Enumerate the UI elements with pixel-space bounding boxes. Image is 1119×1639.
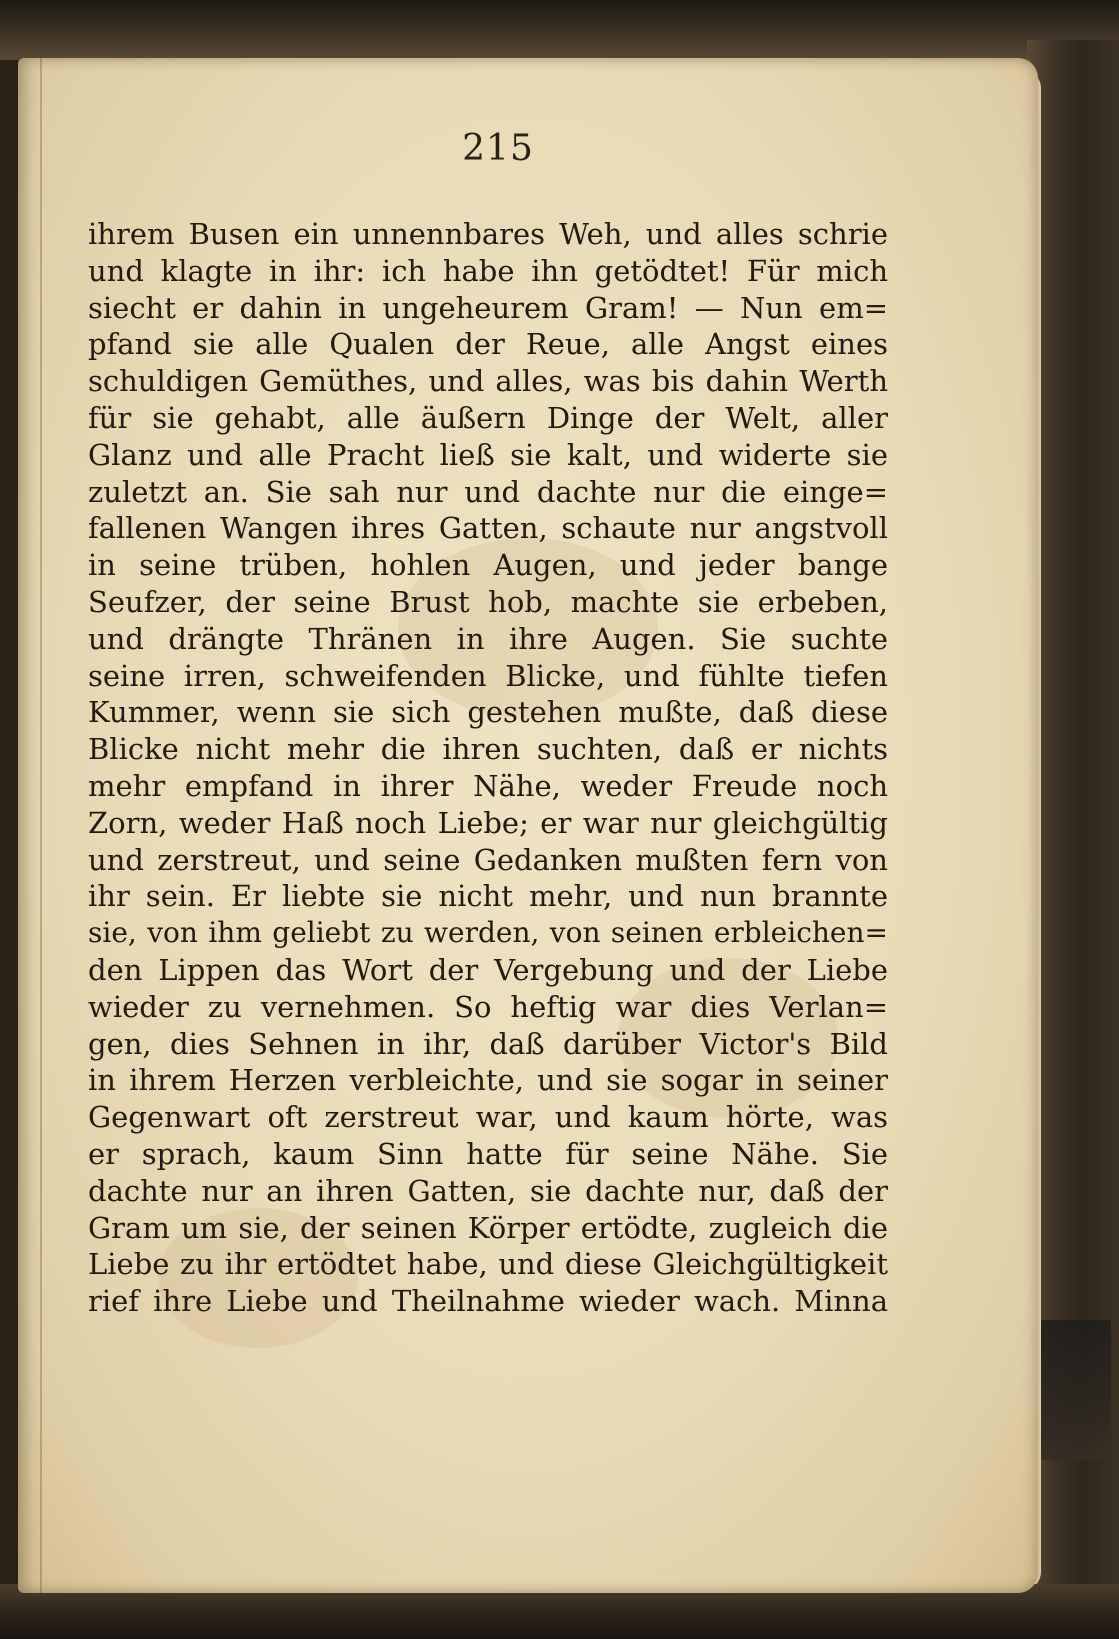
text-line: sie, von ihm geliebt zu werden, von seinen erbleichen=: [88, 916, 888, 950]
body-text: [88, 216, 888, 1320]
text-line: fallenen Wangen ihres Gatten, schaute nur angstvoll: [88, 511, 888, 546]
text-line: Gegenwart oft zerstreut war, und kaum hörte, was: [88, 1100, 888, 1135]
gutter-line: [40, 58, 42, 1593]
text-line: für sie gehabt, alle äußern Dinge der Welt, aller: [88, 400, 888, 435]
page-number: 215: [462, 128, 534, 169]
text-line: Blicke nicht mehr die ihren suchten, daß er nichts: [88, 732, 888, 767]
book-page: [18, 58, 1038, 1593]
text-line: siecht er dahin in ungeheurem Gram! — Nun em=: [88, 290, 888, 325]
text-line: mehr empfand in ihrer Nähe, weder Freude noch: [88, 768, 888, 803]
text-line: Liebe zu ihr ertödtet habe, und diese Gleichgültigkeit: [88, 1247, 888, 1282]
text-line: zuletzt an. Sie sah nur und dachte nur die einge=: [88, 474, 888, 509]
text-line: pfand sie alle Qualen der Reue, alle Angst eines: [88, 327, 888, 362]
text-line: Gram um sie, der seinen Körper ertödte, zugleich die: [88, 1210, 888, 1245]
text-line: wieder zu vernehmen. So heftig war dies Verlan=: [88, 989, 888, 1024]
text-line: er sprach, kaum Sinn hatte für seine Nähe. Sie: [88, 1136, 888, 1171]
text-line: und zerstreut, und seine Gedanken mußten fern von: [88, 842, 888, 877]
text-line: Seufzer, der seine Brust hob, machte sie erbeben,: [88, 584, 888, 619]
text-line: rief ihre Liebe und Theilnahme wieder wach. Minna: [88, 1284, 888, 1319]
text-line: dachte nur an ihren Gatten, sie dachte nur, daß der: [88, 1173, 888, 1208]
text-line: in ihrem Herzen verbleichte, und sie sogar in seiner: [88, 1063, 888, 1098]
top-binding-edge: [0, 0, 1119, 60]
text-line: seine irren, schweifenden Blicke, und fühlte tiefen: [88, 658, 888, 693]
text-line: Kummer, wenn sie sich gestehen mußte, daß diese: [88, 695, 888, 730]
text-line: Zorn, weder Haß noch Liebe; er war nur gleichgültig: [88, 805, 888, 840]
text-line: Glanz und alle Pracht ließ sie kalt, und widerte sie: [88, 437, 888, 472]
text-line: ihr sein. Er liebte sie nicht mehr, und nun brannte: [88, 879, 888, 914]
text-line: gen, dies Sehnen in ihr, daß darüber Victor's Bild: [88, 1026, 888, 1061]
cover-wear-mark: [1041, 1320, 1111, 1460]
text-line: schuldigen Gemüthes, und alles, was bis dahin Werth: [88, 364, 888, 399]
text-line: und klagte in ihr: ich habe ihn getödtet! Für mich: [88, 253, 888, 288]
text-line: ihrem Busen ein unnennbares Weh, und alles schrie: [88, 217, 888, 251]
text-line: in seine trüben, hohlen Augen, und jeder bange: [88, 548, 888, 583]
text-line: und drängte Thränen in ihre Augen. Sie suchte: [88, 621, 888, 656]
text-line: den Lippen das Wort der Vergebung und der Liebe: [88, 952, 888, 987]
